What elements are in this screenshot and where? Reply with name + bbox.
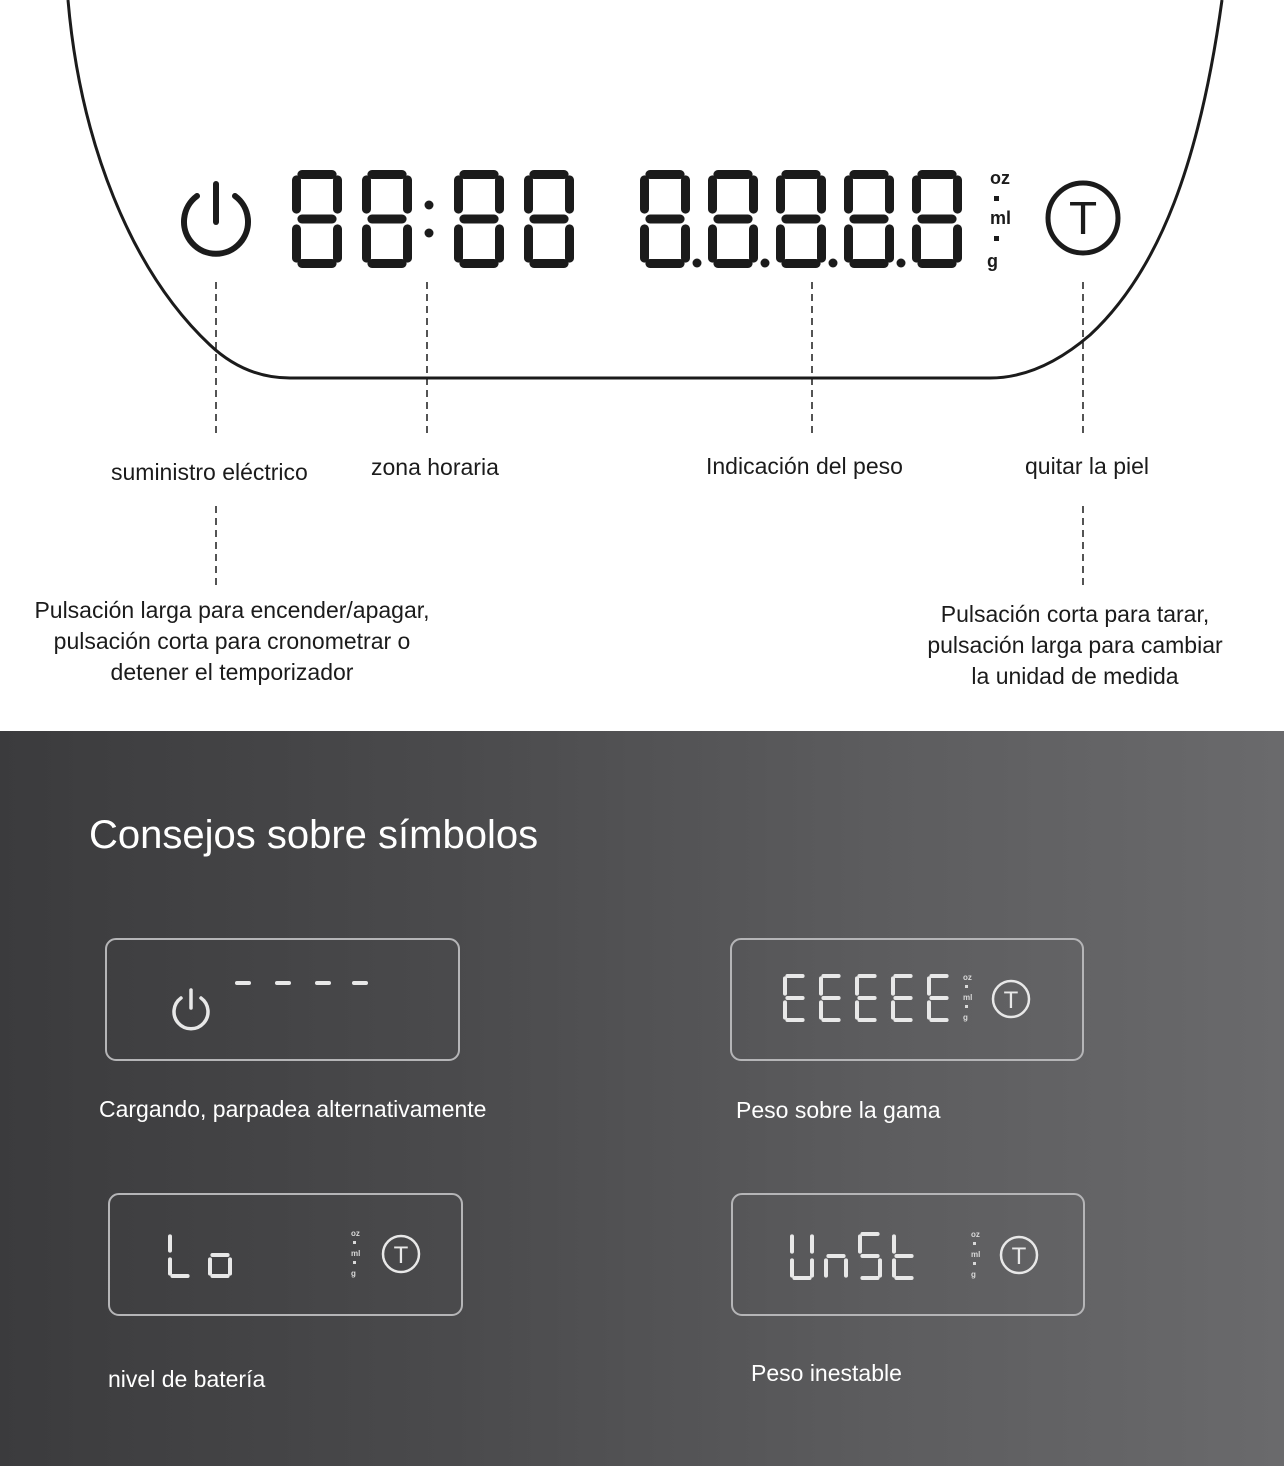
segment-digit xyxy=(524,170,574,268)
tare-icon[interactable] xyxy=(1048,183,1118,253)
unit-ml: ml xyxy=(351,1249,361,1258)
leader-lines xyxy=(216,282,1083,588)
power-icon[interactable] xyxy=(184,184,248,254)
unit-g: g xyxy=(971,1270,976,1279)
unit-oz: oz xyxy=(963,973,972,982)
svg-text:T: T xyxy=(1068,192,1098,244)
unit-dot xyxy=(994,236,999,241)
time-zone-label: zona horaria xyxy=(371,454,499,480)
unit-dot xyxy=(994,196,999,201)
segment-digit xyxy=(776,170,826,268)
tip-caption-battery: nivel de batería xyxy=(108,1366,266,1392)
segment-digit xyxy=(844,170,894,268)
segment-digit xyxy=(292,170,342,268)
svg-text:T: T xyxy=(1003,987,1019,1014)
unit-g: g xyxy=(351,1269,356,1278)
tip-caption-overload: Peso sobre la gama xyxy=(736,1097,941,1123)
colon-dot xyxy=(425,201,434,210)
tips-title: Consejos sobre símbolos xyxy=(89,813,539,857)
unit-ml: ml xyxy=(990,208,1012,228)
svg-text:T: T xyxy=(1011,1243,1027,1270)
tare-description: Pulsación corta para tarar, pulsación larga para cambiar la unidad de medida xyxy=(927,601,1223,689)
decimal-dot xyxy=(897,259,906,268)
unit-g: g xyxy=(963,1013,968,1022)
segment-digit xyxy=(912,170,962,268)
unit-ml: ml xyxy=(971,1250,981,1259)
segment-digit xyxy=(640,170,690,268)
unit-g: g xyxy=(987,251,998,271)
unit-oz: oz xyxy=(351,1229,360,1238)
tip-caption-charging: Cargando, parpadea alternativamente xyxy=(99,1096,487,1122)
unit-oz: oz xyxy=(990,168,1010,188)
weight-display-label: Indicación del peso xyxy=(706,453,903,479)
tare-label: quitar la piel xyxy=(1025,453,1150,479)
tip-caption-unstable: Peso inestable xyxy=(751,1360,902,1386)
unit-ml: ml xyxy=(963,993,973,1002)
decimal-dot xyxy=(761,259,770,268)
timer-digits xyxy=(292,170,574,268)
segment-digit xyxy=(708,170,758,268)
power-label: suministro eléctrico xyxy=(111,459,308,485)
segment-digit xyxy=(454,170,504,268)
decimal-dot xyxy=(829,259,838,268)
svg-text:T: T xyxy=(393,1242,409,1269)
weight-digits xyxy=(640,170,962,268)
colon-dot xyxy=(425,229,434,238)
unit-oz: oz xyxy=(971,1230,980,1239)
decimal-dot xyxy=(693,259,702,268)
segment-digit xyxy=(362,170,412,268)
power-description: Pulsación larga para encender/apagar, pulsación corta para cronometrar o detener el temporizador xyxy=(34,597,430,685)
